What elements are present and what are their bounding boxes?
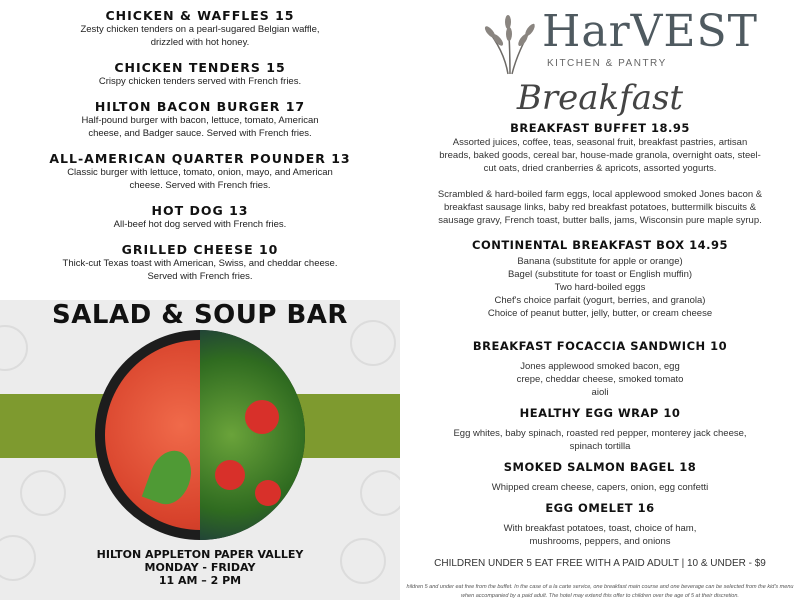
item-title: BREAKFAST BUFFET 18.95 bbox=[510, 121, 690, 135]
breakfast-item bbox=[400, 500, 800, 548]
item-desc: Jones applewood smoked bacon, egg crepe, cheddar cheese, smoked tomato aioli bbox=[516, 361, 684, 398]
menu-item bbox=[0, 99, 400, 140]
item-desc: Whipped cream cheese, capers, onion, egg confetti bbox=[491, 482, 709, 493]
item-line: Chef's choice parfait (yogurt, berries, and granola) bbox=[494, 295, 706, 306]
pattern-circle bbox=[0, 325, 28, 371]
soup-salad-bowl-image bbox=[95, 330, 305, 540]
item-title: CHICKEN TENDERS 15 bbox=[114, 60, 286, 75]
logo-subtitle: KITCHEN & PANTRY bbox=[547, 58, 667, 69]
breakfast-item bbox=[400, 459, 800, 494]
logo-name: HarVEST bbox=[542, 6, 759, 57]
venue-days: MONDAY - FRIDAY bbox=[144, 561, 256, 574]
item-line: Bagel (substitute for toast or English muffin) bbox=[507, 269, 693, 280]
item-desc: Crispy chicken tenders served with French fries. bbox=[98, 76, 302, 87]
item-desc: With breakfast potatoes, toast, choice of ham, mushrooms, peppers, and onions bbox=[503, 523, 697, 547]
breakfast-item bbox=[400, 338, 800, 399]
lunch-menu-list bbox=[0, 8, 400, 294]
item-title: HEALTHY EGG WRAP 10 bbox=[519, 406, 681, 420]
item-title: ALL-AMERICAN QUARTER POUNDER 13 bbox=[49, 151, 351, 166]
pattern-circle bbox=[20, 470, 66, 516]
item-title: HILTON BACON BURGER 17 bbox=[94, 99, 306, 114]
item-line: Choice of peanut butter, jelly, butter, or cream cheese bbox=[487, 308, 713, 319]
item-desc: Zesty chicken tenders on a pearl-sugared Belgian waffle, drizzled with hot honey. bbox=[80, 24, 320, 48]
fine-print: hildren 5 and under eat free from the buffet. In the case of a la carte service, one breakfast main course and one beverage can be selected from the kid's menu when accompanied by a paid adult. The hotel may extend this offer to children over the age of 5 at their discretion. bbox=[406, 584, 794, 599]
venue-name: HILTON APPLETON PAPER VALLEY bbox=[96, 548, 304, 561]
item-desc: Half-pound burger with bacon, lettuce, tomato, American cheese, and Badger sauce. Served with French fries. bbox=[81, 115, 319, 139]
section-title: Breakfast bbox=[516, 78, 684, 118]
venue-hours: 11 AM – 2 PM bbox=[158, 574, 242, 587]
item-title: CHICKEN & WAFFLES 15 bbox=[105, 8, 295, 23]
item-line: Two hard-boiled eggs bbox=[554, 282, 646, 293]
item-title: EGG OMELET 16 bbox=[545, 501, 655, 515]
wheat-icon bbox=[478, 10, 542, 76]
breakfast-panel bbox=[400, 0, 800, 600]
menu-item bbox=[0, 203, 400, 231]
kids-pricing-note: CHILDREN UNDER 5 EAT FREE WITH A PAID ADULT | 10 & UNDER - $9 bbox=[434, 558, 766, 569]
item-line: Banana (substitute for apple or orange) bbox=[517, 256, 683, 267]
item-desc: Thick-cut Texas toast with American, Swiss, and cheddar cheese. Served with French fries. bbox=[62, 258, 338, 282]
menu-item bbox=[0, 8, 400, 49]
item-desc: Scrambled & hard-boiled farm eggs, local applewood smoked Jones bacon & breakfast sausage links, baby red breakfast potatoes, buttermilk biscuits & sausage gravy, French toast, butter balls, jams, Wisconsin pure maple syrup. bbox=[437, 189, 763, 226]
salad-bar-title: SALAD & SOUP BAR bbox=[52, 300, 348, 330]
item-title: BREAKFAST FOCACCIA SANDWICH 10 bbox=[472, 339, 728, 353]
item-title: HOT DOG 13 bbox=[151, 203, 249, 218]
item-title: GRILLED CHEESE 10 bbox=[121, 242, 279, 257]
item-desc: Assorted juices, coffee, teas, seasonal fruit, breakfast pastries, artisan breads, baked goods, cereal bar, house-made granola, overnight oats, steel-cut oats, dried cranberries & apricots, assorted yogurts. bbox=[439, 137, 761, 174]
item-desc: Egg whites, baby spinach, roasted red pepper, monterey jack cheese, spinach tortilla bbox=[453, 428, 747, 452]
menu-item bbox=[0, 242, 400, 283]
harvest-logo bbox=[400, 0, 800, 78]
item-desc: All-beef hot dog served with French fries. bbox=[113, 219, 287, 230]
lunch-panel bbox=[0, 0, 400, 600]
item-desc: Classic burger with lettuce, tomato, onion, mayo, and American cheese. Served with French fries. bbox=[67, 167, 333, 191]
salad-soup-bar-section bbox=[0, 300, 400, 600]
pattern-circle bbox=[360, 470, 400, 516]
item-title: SMOKED SALMON BAGEL 18 bbox=[503, 460, 697, 474]
breakfast-item bbox=[400, 405, 800, 453]
breakfast-item bbox=[400, 237, 800, 320]
menu-item bbox=[0, 151, 400, 192]
item-title: CONTINENTAL BREAKFAST BOX 14.95 bbox=[472, 238, 728, 252]
venue-info bbox=[0, 548, 400, 587]
breakfast-item bbox=[400, 120, 800, 227]
menu-item bbox=[0, 60, 400, 88]
